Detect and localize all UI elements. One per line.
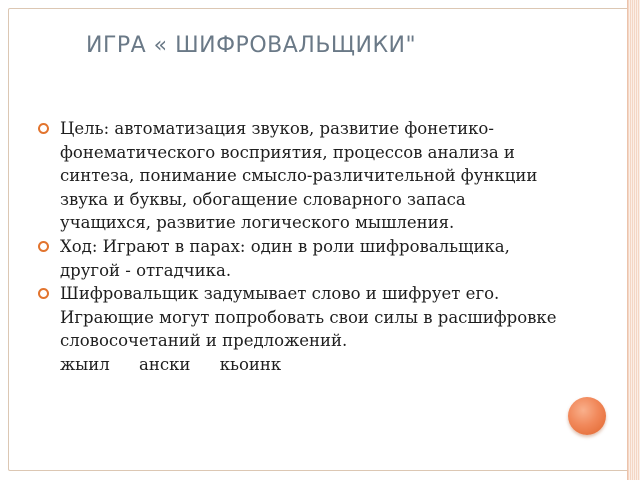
- orange-orb-icon: [568, 397, 606, 435]
- bullet-item-procedure: [38, 235, 558, 282]
- bullet-item-goal: [38, 117, 558, 235]
- ring-bullet-icon: [38, 123, 49, 134]
- bullet-text: Шифровальщик задумывает слово и шифрует его. Играющие могут попробовать свои силы в расшифровке словосочетаний и предложений.: [60, 284, 557, 351]
- bullet-text: Ход: Играют в парах: один в роли шифровальщика, другой - отгадчика.: [60, 236, 510, 280]
- bullet-text: Цель: автоматизация звуков, развитие фонетико-фонематического восприятия, процессов анализа и синтеза, понимание смысло-различительной функции звука и буквы, обогащение словарного запаса учащихся, развитие логического мышления.: [60, 119, 538, 233]
- ring-bullet-icon: [38, 288, 49, 299]
- ring-bullet-icon: [38, 241, 49, 252]
- cipher-word: ански: [139, 354, 191, 374]
- cipher-word: жыил: [60, 354, 110, 374]
- cipher-word: кьоинк: [219, 354, 282, 374]
- bullet-list: [38, 117, 558, 377]
- right-decorative-stripe: [628, 0, 640, 480]
- bullet-item-encoder: [38, 282, 558, 376]
- slide-title: ИГРА « ШИФРОВАЛЬЩИКИ": [86, 33, 417, 58]
- cipher-words-row: [60, 353, 558, 377]
